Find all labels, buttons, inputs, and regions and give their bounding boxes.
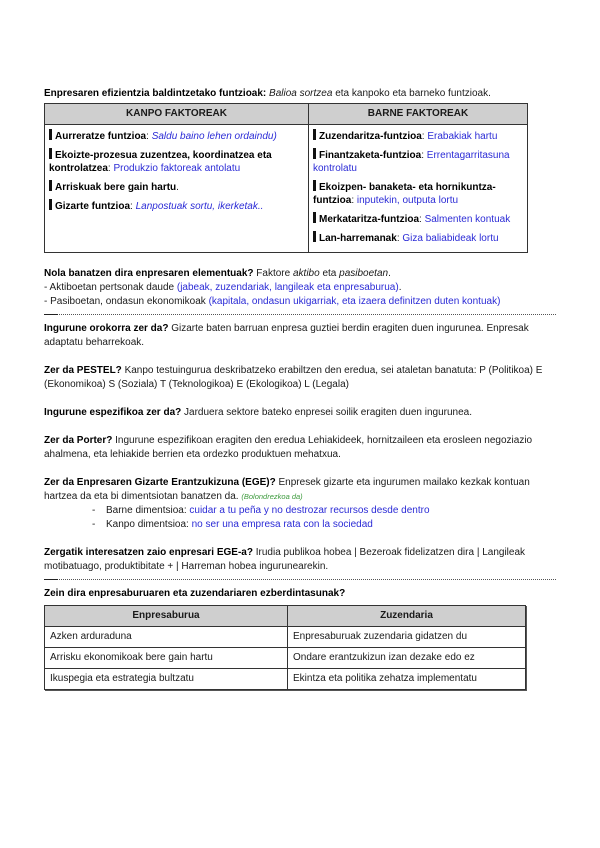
item-label: Ekoizpen- banaketa- eta hornikuntza-funtzioa (313, 182, 496, 206)
barne-item: Ekoizpen- banaketa- eta hornikuntza-funtzioa: inputekin, outputa lortu (313, 182, 496, 206)
item-label: Arriskuak bere gain hartu (55, 182, 177, 193)
table-row (45, 627, 526, 648)
item-value: Lanpostuak sortu, ikerketak.. (135, 201, 264, 212)
question: Zergatik interesatzen zaio enpresari EGE-a? (44, 547, 253, 558)
section-divider (44, 314, 556, 316)
item-value: Errentagarritasuna kontrolatu (313, 150, 510, 174)
item-value: Saldu baino lehen ordaindu) (151, 131, 277, 142)
differences-question: Zein dira enpresaburuaren eta zuzendariaren ezberdintasunak? (44, 588, 346, 599)
bullet-bar-icon (313, 129, 316, 140)
item-label: Merkataritza-funtzioa (319, 214, 420, 225)
porter: Zer da Porter? Ingurune espezifikoan eragiten den eredua Lehiakideek, hornitzaileen eta erosleen negoziazio ahalmena, eta lehiakide berrien eta ordezko produktuen mehatxua. (44, 435, 533, 460)
header-zuzendaria: Zuzendaria (288, 606, 526, 627)
table-cell: Enpresaburuak zuzendaria gidatzen du (288, 627, 526, 648)
intro-rest: eta kanpoko eta barneko funtzioak. (332, 88, 491, 99)
bullet-bar-icon (49, 180, 52, 191)
item-value: Giza baliabideak lortu (402, 233, 499, 244)
bullet-bar-icon (49, 199, 52, 210)
differences-table (44, 605, 526, 690)
ingurune-espezifikoa: Ingurune espezifikoa zer da? Jarduera sektore bateko enpresei soilik eragiten duen ingurunea. (44, 407, 473, 418)
section-divider (44, 579, 556, 581)
table-cell: Ondare erantzukizun izan dezake edo ez (288, 648, 526, 669)
item-value: Salmenten kontuak (424, 214, 511, 225)
item-label: Zuzendaritza-funtzioa (319, 131, 422, 142)
bullet-bar-icon (49, 129, 52, 140)
table-cell: Ekintza eta politika zehatza implementatu (288, 669, 526, 690)
table-cell: Azken arduraduna (45, 627, 288, 648)
item-label: Aurreratze funtzioa (55, 131, 147, 142)
document-page (44, 87, 556, 690)
bullet-bar-icon (313, 231, 316, 242)
barne-item: Lan-harremanak: Giza baliabideak lortu (313, 231, 523, 245)
header-enpresaburua: Enpresaburua (45, 606, 288, 627)
item-value: Erabakiak hartu (427, 131, 498, 142)
elements-section (44, 267, 556, 309)
question: Nola banatzen dira enpresaren elementuak? (44, 268, 254, 279)
table-row (45, 648, 526, 669)
bullet-bar-icon (49, 148, 52, 159)
question: Ingurune orokorra zer da? (44, 323, 169, 334)
item-value: Produkzio faktoreak antolatu (113, 163, 241, 174)
ege-item: - Barne dimentsioa: cuidar a tu peña y no destrozar recursos desde dentro (92, 505, 430, 516)
pestel: Zer da PESTEL? Kanpo testuingurua deskribatzeko erabiltzen den eredua, sei ataletan banatuta: P (Politikoa) E (Ekonomikoa) S (Soziala) T (Teknologikoa) E (Ekologikoa) L (Legala) (44, 365, 543, 390)
item-value: inputekin, outputa lortu (356, 195, 459, 206)
ingurune-orokorra: Ingurune orokorra zer da? Gizarte baten barruan enpresa guztiei berdin eragiten duen ingurunea. Enpresak adaptatu beharrekoak. (44, 323, 529, 348)
barne-cell (309, 125, 528, 253)
bullet-bar-icon (313, 180, 316, 191)
question: Zer da Porter? (44, 435, 113, 446)
table-cell: Arrisku ekonomikoak bere gain hartu (45, 648, 288, 669)
question: Ingurune espezifikoa zer da? (44, 407, 182, 418)
intro-italic: Balioa sortzea (269, 88, 333, 99)
item-label: Finantzaketa-funtzioa (319, 150, 422, 161)
header-barne: BARNE FAKTOREAK (309, 104, 528, 125)
kanpo-cell (45, 125, 309, 253)
item-label: Gizarte funtzioa (55, 201, 131, 212)
intro-line (44, 87, 556, 101)
barne-item: Merkataritza-funtzioa: Salmenten kontuak (313, 212, 523, 226)
ege-item: - Kanpo dimentsioa: no ser una empresa rata con la sociedad (92, 519, 373, 530)
table-row (45, 669, 526, 690)
bullet-bar-icon (313, 212, 316, 223)
kanpo-item: Arriskuak bere gain hartu. (49, 180, 304, 194)
barne-item: Zuzendaritza-funtzioa: Erabakiak hartu (313, 129, 523, 143)
item-label: Ekoizte-prozesua zuzentzea, koordinatzea eta kontrolatzea (49, 150, 272, 174)
header-kanpo: KANPO FAKTOREAK (45, 104, 309, 125)
kanpo-item: Ekoizte-prozesua zuzentzea, koordinatzea eta kontrolatzea: Produkzio faktoreak antolatu (49, 150, 272, 174)
pasibo-line: - Pasiboetan, ondasun ekonomikoak (kapitala, ondasun ukigarriak, eta izaera definitzen duten kontuak) (44, 296, 501, 307)
elements-question-line: Nola banatzen dira enpresaren elementuak? Faktore aktibo eta pasiboetan. (44, 268, 391, 279)
factors-table (44, 103, 528, 253)
aktibo-line: - Aktiboetan pertsonak daude (jabeak, zuzendariak, langileak eta enpresaburua). (44, 282, 402, 293)
item-label: Lan-harremanak (319, 233, 397, 244)
question: Zer da Enpresaren Gizarte Erantzukizuna (EGE)? (44, 477, 276, 488)
ege-note: (Bolondrezkoa da) (241, 492, 303, 501)
kanpo-item: Gizarte funtzioa: Lanpostuak sortu, ikerketak.. (49, 199, 304, 213)
ege-why: Zergatik interesatzen zaio enpresari EGE-a? Irudia publikoa hobea | Bezeroak fidelizatzen dira | Langileak motibatuago, produktibitate + | Harreman hobea ingurunearekin. (44, 547, 526, 572)
question: Zer da PESTEL? (44, 365, 122, 376)
bullet-bar-icon (313, 148, 316, 159)
intro-bold: Enpresaren efizientzia baldintzetako funtzioak: (44, 88, 267, 99)
table-cell: Ikuspegia eta estrategia bultzatu (45, 669, 288, 690)
ege: Zer da Enpresaren Gizarte Erantzukizuna (EGE)? Enpresek gizarte eta ingurumen mailako kezkak kontuan hartzea da eta bi dimentsiotan banatzen da. (Bolondrezkoa da) (44, 477, 530, 502)
kanpo-item: Aurreratze funtzioa: Saldu baino lehen ordaindu) (49, 129, 304, 143)
barne-item: Finantzaketa-funtzioa: Errentagarritasuna kontrolatu (313, 150, 510, 174)
